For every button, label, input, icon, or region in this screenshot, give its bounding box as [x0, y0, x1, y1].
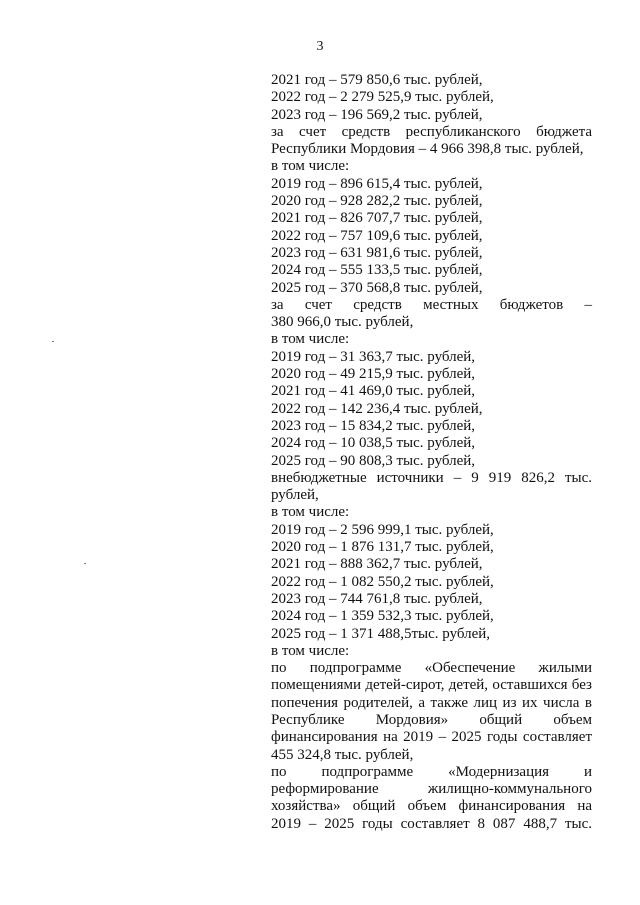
- text-line: 2020 год – 1 876 131,7 тыс. рублей,: [271, 539, 494, 556]
- text-line: финансирования на 2019 – 2025 годы составляет: [271, 729, 592, 746]
- text-line: в том числе:: [271, 504, 350, 521]
- text-line: по подпрограмме «Модернизация и: [271, 763, 592, 780]
- text-line: 2021 год – 41 469,0 тыс. рублей,: [271, 383, 476, 400]
- text-line: 2023 год – 631 981,6 тыс. рублей,: [271, 244, 483, 261]
- text-line: 2023 год – 15 834,2 тыс. рублей,: [271, 417, 476, 434]
- text-line: 2019 год – 896 615,4 тыс. рублей,: [271, 175, 483, 192]
- text-line: 2020 год – 928 282,2 тыс. рублей,: [271, 193, 483, 210]
- text-line: 2024 год – 555 133,5 тыс. рублей,: [271, 262, 483, 279]
- text-line: 2021 год – 888 362,7 тыс. рублей,: [271, 556, 483, 573]
- text-line: 2021 год – 826 707,7 тыс. рублей,: [271, 210, 483, 227]
- text-line: 2022 год – 142 236,4 тыс. рублей,: [271, 400, 483, 417]
- text-line: 2024 год – 1 359 532,3 тыс. рублей,: [271, 608, 494, 625]
- document-text-column: [271, 72, 592, 833]
- text-line: 455 324,8 тыс. рублей,: [271, 746, 414, 763]
- page-number: 3: [316, 39, 324, 54]
- text-line: хозяйства» общий объем финансирования на: [271, 798, 592, 815]
- text-line: 2025 год – 1 371 488,5тыс. рублей,: [271, 625, 491, 642]
- scan-speck: [84, 563, 86, 564]
- text-line: по подпрограмме «Обеспечение жилыми: [271, 660, 592, 677]
- text-line: 2025 год – 90 808,3 тыс. рублей,: [271, 452, 476, 469]
- text-line: 2022 год – 757 109,6 тыс. рублей,: [271, 227, 483, 244]
- text-line: в том числе:: [271, 158, 350, 175]
- text-line: реформирование жилищно-коммунального: [271, 781, 592, 798]
- text-line: за счет средств республиканского бюджета: [271, 123, 592, 140]
- text-line: 2024 год – 10 038,5 тыс. рублей,: [271, 435, 476, 452]
- text-line: в том числе:: [271, 331, 350, 348]
- text-line: внебюджетные источники – 9 919 826,2 тыс.: [271, 469, 592, 486]
- text-line: 2019 – 2025 годы составляет 8 087 488,7 тыс.: [271, 815, 592, 832]
- scan-speck: [52, 341, 54, 342]
- text-line: Республики Мордовия – 4 966 398,8 тыс. рублей,: [271, 141, 584, 158]
- text-line: Республике Мордовия» общий объем: [271, 711, 592, 728]
- text-line: рублей,: [271, 487, 319, 504]
- text-line: 2021 год – 579 850,6 тыс. рублей,: [271, 72, 483, 88]
- text-line: 2023 год – 196 569,2 тыс. рублей,: [271, 106, 483, 123]
- text-line: 380 966,0 тыс. рублей,: [271, 314, 414, 331]
- text-line: 2022 год – 1 082 550,2 тыс. рублей,: [271, 573, 494, 590]
- text-line: за счет средств местных бюджетов –: [271, 296, 592, 313]
- text-line: 2019 год – 31 363,7 тыс. рублей,: [271, 348, 476, 365]
- text-line: 2022 год – 2 279 525,9 тыс. рублей,: [271, 89, 494, 106]
- text-line: 2019 год – 2 596 999,1 тыс. рублей,: [271, 521, 494, 538]
- text-line: 2023 год – 744 761,8 тыс. рублей,: [271, 590, 483, 607]
- text-line: попечения родителей, а также лиц из их числа в: [271, 694, 592, 711]
- text-line: в том числе:: [271, 642, 350, 659]
- text-line: помещениями детей-сирот, детей, оставшихся без: [271, 677, 592, 694]
- text-line: 2025 год – 370 568,8 тыс. рублей,: [271, 279, 483, 296]
- text-line: 2020 год – 49 215,9 тыс. рублей,: [271, 366, 476, 383]
